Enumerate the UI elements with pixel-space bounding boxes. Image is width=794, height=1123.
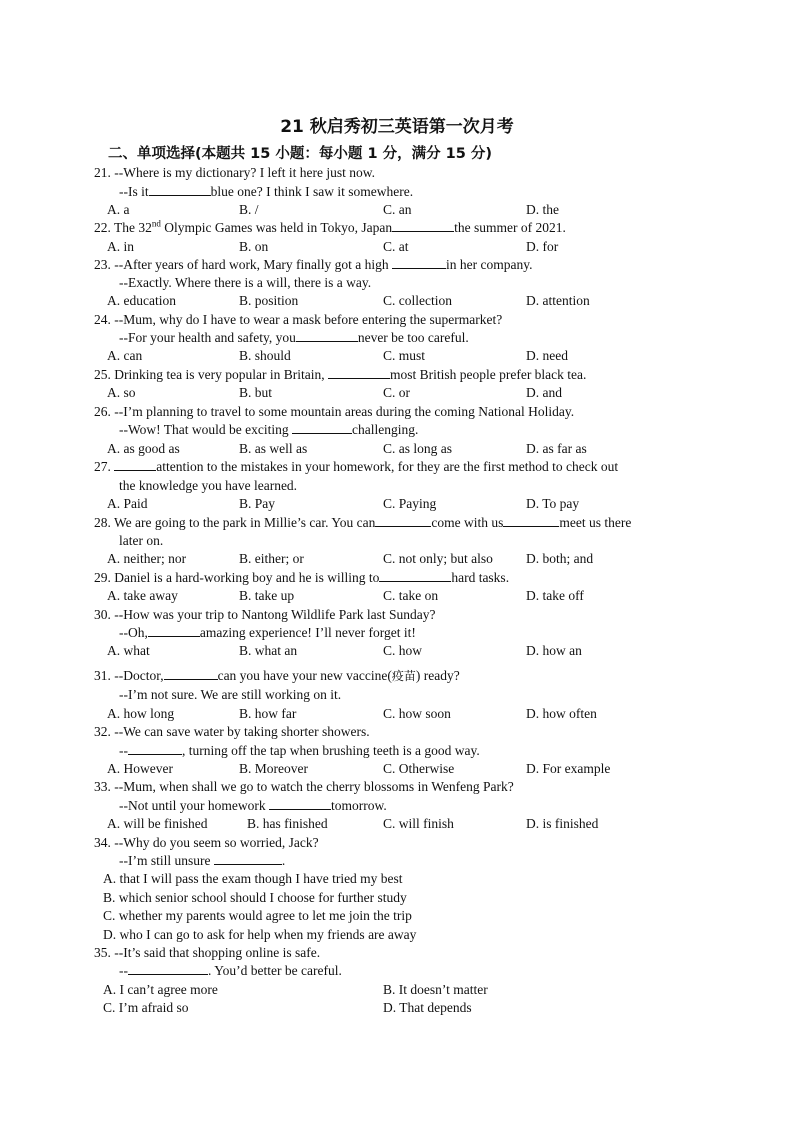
option-c: C. Otherwise	[383, 761, 455, 776]
question-28-line2: later on.	[119, 533, 164, 548]
question-32-line2: -- , turning off the tap when brushing teeth is a good way.	[119, 743, 480, 758]
option-d: D. for	[526, 239, 559, 254]
option-a: A. I can’t agree more	[103, 982, 218, 997]
option-b: B. either; or	[239, 551, 304, 566]
option-c: C. as long as	[383, 441, 452, 456]
question-30-line2: --Oh, amazing experience! I’ll never forget it!	[119, 625, 416, 640]
option-d: D. take off	[526, 588, 584, 603]
question-33-line2: --Not until your homework tomorrow.	[119, 798, 387, 813]
question-27-line2: the knowledge you have learned.	[119, 478, 298, 493]
question-35: 35. --It’s said that shopping online is safe.	[94, 945, 321, 960]
option-b: B. take up	[239, 588, 295, 603]
question-26-line2: --Wow! That would be exciting challenging.	[119, 422, 419, 437]
option-c: C. I’m afraid so	[103, 1000, 189, 1015]
answer-blank	[164, 667, 218, 680]
answer-blank	[392, 219, 454, 232]
question-23: 23. --After years of hard work, Mary finally got a high in her company.	[94, 257, 533, 272]
option-a: A. that I will pass the exam though I have tried my best	[103, 871, 403, 886]
question-25: 25. Drinking tea is very popular in Britain, most British people prefer black tea.	[94, 367, 587, 382]
answer-blank	[328, 366, 390, 379]
option-a: A. neither; nor	[107, 551, 187, 566]
question-24: 24. --Mum, why do I have to wear a mask before entering the supermarket?	[94, 312, 503, 327]
answer-blank	[149, 183, 211, 196]
question-31-line2: --I’m not sure. We are still working on it.	[119, 687, 342, 702]
question-23-line2: --Exactly. Where there is a will, there is a way.	[119, 275, 372, 290]
option-d: D. need	[526, 348, 568, 363]
option-a: A. how long	[107, 706, 175, 721]
option-d: D. how often	[526, 706, 597, 721]
option-c: C. must	[383, 348, 426, 363]
option-a: A. education	[107, 293, 176, 308]
option-d: D. and	[526, 385, 562, 400]
option-b: B. which senior school should I choose for further study	[103, 890, 407, 905]
question-31: 31. --Doctor, can you have your new vaccine(疫苗) ready?	[94, 668, 460, 683]
question-35-line2: -- . You’d better be careful.	[119, 963, 342, 978]
question-27: 27. attention to the mistakes in your homework, for they are the first method to check out	[94, 459, 619, 474]
option-c: C. whether my parents would agree to let me join the trip	[103, 908, 412, 923]
answer-blank	[503, 514, 559, 527]
answer-blank	[114, 458, 156, 471]
answer-blank	[292, 421, 352, 434]
option-d: D. both; and	[526, 551, 594, 566]
option-b: B. has finished	[247, 816, 328, 831]
option-b: B. /	[239, 202, 259, 217]
option-d: D. who I can go to ask for help when my friends are away	[103, 927, 417, 942]
option-c: C. collection	[383, 293, 452, 308]
option-a: A. in	[107, 239, 134, 254]
option-b: B. as well as	[239, 441, 308, 456]
question-21-line2: --Is it blue one? I think I saw it somewhere.	[119, 184, 414, 199]
answer-blank	[375, 514, 431, 527]
question-29: 29. Daniel is a hard-working boy and he is willing to hard tasks.	[94, 570, 510, 585]
option-d: D. is finished	[526, 816, 599, 831]
question-30: 30. --How was your trip to Nantong Wildlife Park last Sunday?	[94, 607, 436, 622]
question-24-line2: --For your health and safety, you never be too careful.	[119, 330, 469, 345]
answer-blank	[296, 329, 358, 342]
option-d: D. To pay	[526, 496, 580, 511]
option-a: A. take away	[107, 588, 178, 603]
option-a: A. what	[107, 643, 150, 658]
question-28: 28. We are going to the park in Millie’s car. You can come with us meet us there	[94, 515, 632, 530]
option-d: D. how an	[526, 643, 582, 658]
question-22: 22. The 32nd Olympic Games was held in Tokyo, Japan the summer of 2021.	[94, 218, 566, 235]
option-c: C. how soon	[383, 706, 451, 721]
option-c: C. Paying	[383, 496, 437, 511]
option-d: D. the	[526, 202, 559, 217]
option-c: C. take on	[383, 588, 439, 603]
option-d: D. That depends	[383, 1000, 472, 1015]
option-a: A. as good as	[107, 441, 180, 456]
option-d: D. as far as	[526, 441, 587, 456]
option-b: B. position	[239, 293, 299, 308]
option-a: A. will be finished	[107, 816, 208, 831]
option-b: B. Pay	[239, 496, 276, 511]
option-c: C. not only; but also	[383, 551, 493, 566]
question-26: 26. --I’m planning to travel to some mountain areas during the coming National Holiday.	[94, 404, 575, 419]
option-b: B. on	[239, 239, 269, 254]
question-32: 32. --We can save water by taking shorter showers.	[94, 724, 370, 739]
answer-blank	[128, 742, 182, 755]
answer-blank	[269, 797, 331, 810]
option-a: A. a	[107, 202, 130, 217]
answer-blank	[148, 624, 200, 637]
option-d: D. attention	[526, 293, 590, 308]
section-heading: 二、单项选择(本题共 15 小题：每小题 1 分，满分 15 分)	[108, 146, 492, 162]
option-d: D. For example	[526, 761, 611, 776]
option-b: B. should	[239, 348, 291, 363]
question-34-line2: --I’m still unsure .	[119, 853, 286, 868]
answer-blank	[128, 962, 208, 975]
option-b: B. It doesn’t matter	[383, 982, 488, 997]
option-b: B. Moreover	[239, 761, 308, 776]
option-b: B. how far	[239, 706, 297, 721]
question-21: 21. --Where is my dictionary? I left it here just now.	[94, 165, 376, 180]
option-a: A. can	[107, 348, 143, 363]
option-c: C. at	[383, 239, 409, 254]
answer-blank	[392, 256, 446, 269]
option-c: C. how	[383, 643, 423, 658]
question-34: 34. --Why do you seem so worried, Jack?	[94, 835, 319, 850]
page-title: 21 秋启秀初三英语第一次月考	[280, 117, 514, 137]
answer-blank	[214, 852, 282, 865]
option-b: B. but	[239, 385, 273, 400]
option-a: A. so	[107, 385, 136, 400]
answer-blank	[379, 569, 451, 582]
option-c: C. an	[383, 202, 412, 217]
option-c: C. will finish	[383, 816, 454, 831]
option-c: C. or	[383, 385, 410, 400]
option-b: B. what an	[239, 643, 298, 658]
option-a: A. However	[107, 761, 173, 776]
option-a: A. Paid	[107, 496, 148, 511]
question-33: 33. --Mum, when shall we go to watch the cherry blossoms in Wenfeng Park?	[94, 779, 514, 794]
